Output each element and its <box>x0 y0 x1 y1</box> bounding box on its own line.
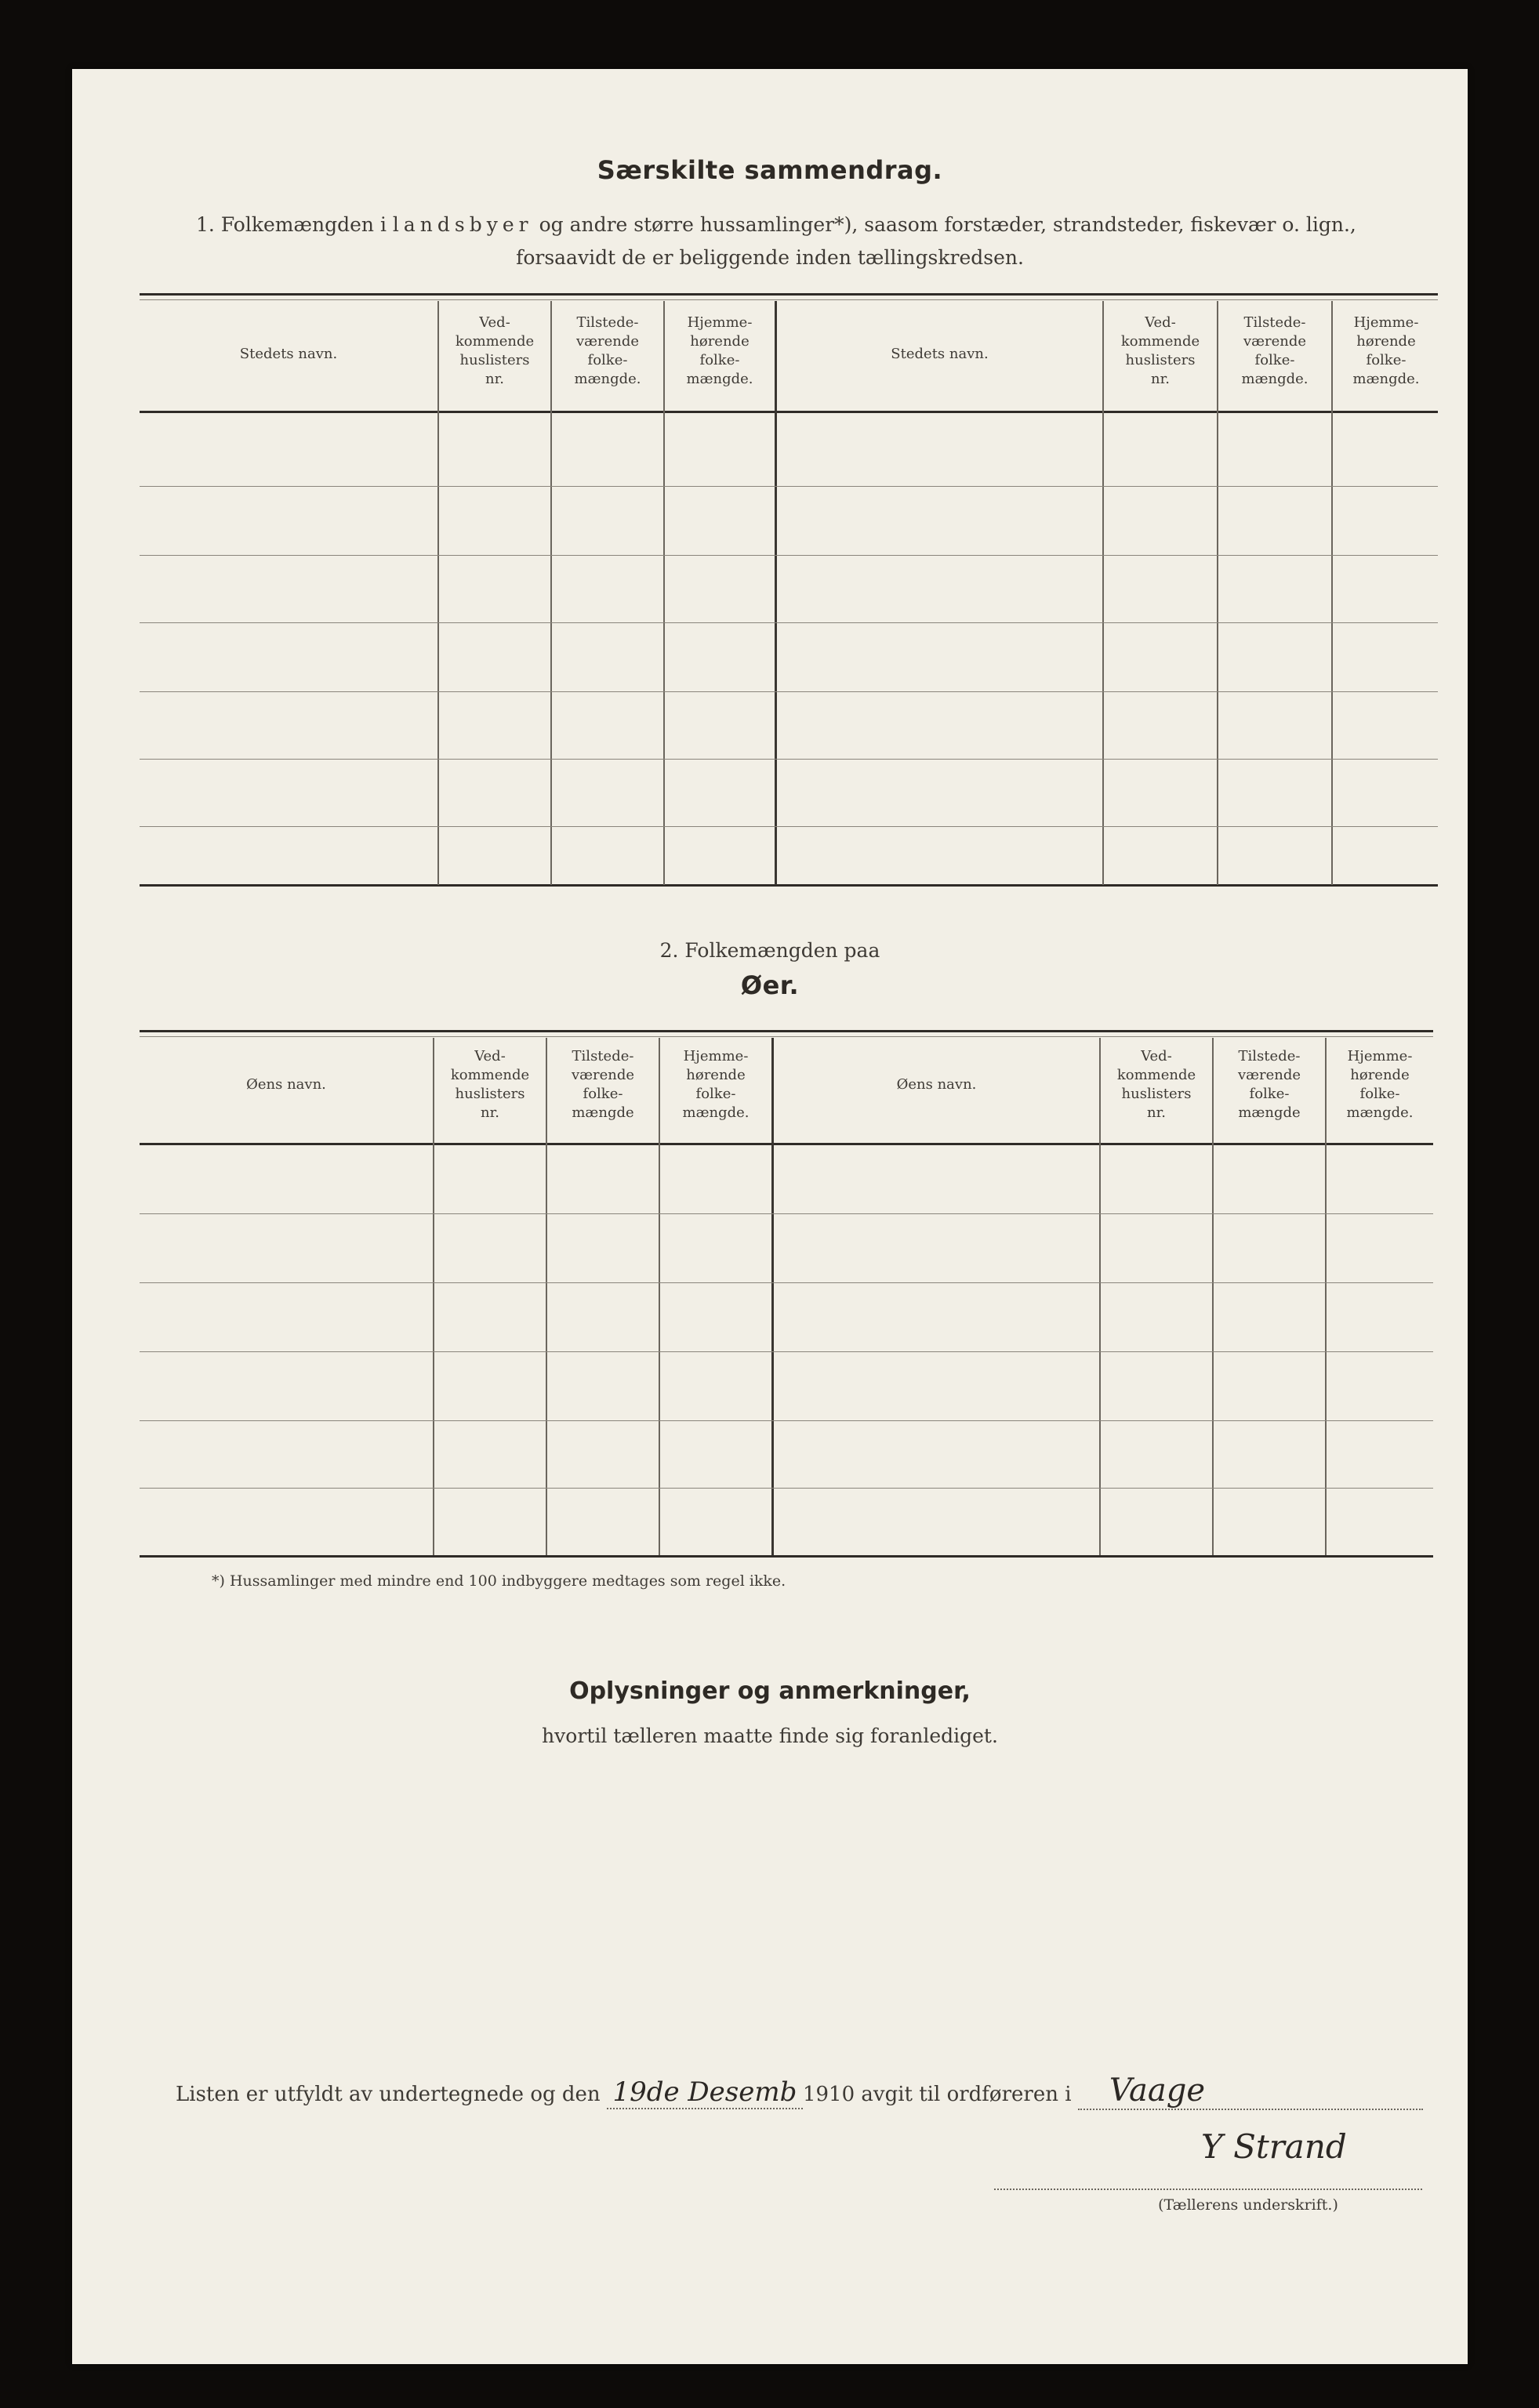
section2-heading-line2: Øer. <box>740 970 800 1000</box>
section2-heading-line1: 2. Folkemængden paa <box>659 939 880 962</box>
handwritten-signature: Y Strand <box>1201 2127 1347 2166</box>
remarks-subtitle: hvortil tælleren maatte finde sig foranlediget. <box>542 1724 998 1747</box>
form-title: Særskilte sammendrag. <box>597 155 943 185</box>
handwritten-place: Vaage <box>1078 2073 1423 2110</box>
handwritten-date: 19de Desemb <box>607 2076 803 2109</box>
s2-header-tilstede-left: Tilstede- værende folke- mængde <box>571 1048 635 1121</box>
section1-intro-line2: forsaavidt de er beliggende inden tællingskredsen. <box>516 246 1024 269</box>
s1-header-hjemme-right: Hjemme- hørende folke- mængde. <box>1352 314 1420 387</box>
section1-intro-line1 <box>196 209 1419 241</box>
statement-part-b: avgit til ordføreren i <box>861 2083 1072 2106</box>
completion-statement <box>176 2073 1430 2110</box>
s1-header-name-left: Stedets navn. <box>239 346 338 362</box>
s1-header-vedkommende-left: Ved- kommende huslisters nr. <box>455 314 535 387</box>
signature-caption: (Tællerens underskrift.) <box>1158 2196 1338 2214</box>
s2-header-vedkommende-left: Ved- kommende huslisters nr. <box>450 1048 530 1121</box>
s2-header-tilstede-right: Tilstede- værende folke- mængde <box>1237 1048 1301 1121</box>
s1-header-tilstede-left: Tilstede- værende folke- mængde. <box>574 314 641 387</box>
s1-header-tilstede-right: Tilstede- værende folke- mængde. <box>1241 314 1309 387</box>
year: 1910 <box>802 2083 855 2106</box>
s2-header-vedkommende-right: Ved- kommende huslisters nr. <box>1116 1048 1196 1121</box>
section1-intro-spaced-word: landsbyer <box>392 213 533 236</box>
s2-header-name-left: Øens navn. <box>246 1076 326 1093</box>
s1-header-vedkommende-right: Ved- kommende huslisters nr. <box>1120 314 1200 387</box>
statement-part-a: Listen er utfyldt av undertegnede og den <box>176 2083 601 2106</box>
footnote: *) Hussamlinger med mindre end 100 indbyggere medtages som regel ikke. <box>212 1572 786 1590</box>
remarks-title: Oplysninger og anmerkninger, <box>569 1677 971 1705</box>
s2-header-hjemme-right: Hjemme- hørende folke- mængde. <box>1346 1048 1414 1121</box>
section1-intro-part-b: og andre større hussamlinger*), saasom forstæder, strandsteder, fiskevær o. lign., <box>539 213 1356 236</box>
section1-intro-part-a: Folkemængden i <box>220 213 387 236</box>
s2-header-hjemme-left: Hjemme- hørende folke- mængde. <box>682 1048 750 1121</box>
s1-header-hjemme-left: Hjemme- hørende folke- mængde. <box>686 314 753 387</box>
s2-header-name-right: Øens navn. <box>896 1076 977 1093</box>
s1-header-name-right: Stedets navn. <box>891 346 989 362</box>
census-form-page <box>72 69 1468 2364</box>
section1-number: 1. <box>196 213 215 236</box>
